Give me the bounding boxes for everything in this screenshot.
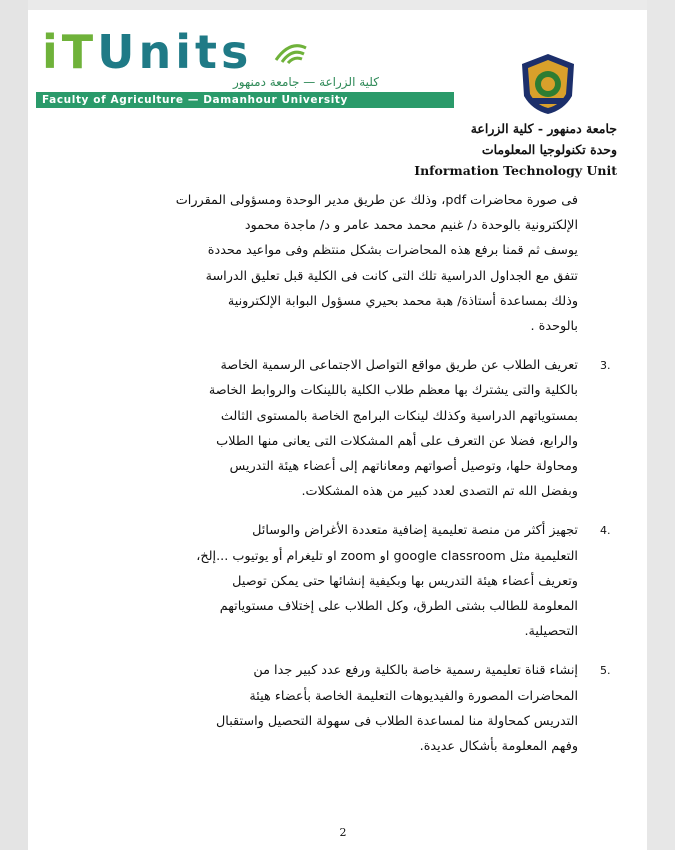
- text-line: وبفضل الله تم التصدى لعدد كبير من هذه المشكلات.: [301, 484, 578, 500]
- document-body: [78, 188, 611, 759]
- logo-arabic-caption: كلية الزراعة — جامعة دمنهور: [233, 75, 379, 89]
- text-line: يوسف ثم قمنا برفع هذه المحاضرات بشكل منتظم وفى مواعيد محددة: [207, 243, 578, 259]
- text-line: بمستوياتهم الدراسية وكذلك لينكات البرامج الخاصة بالمستوى الثالث: [220, 408, 578, 424]
- logo-title: [42, 25, 253, 79]
- university-seal-icon: [516, 52, 580, 116]
- unit-name-english: Information Technology Unit: [414, 163, 617, 178]
- logo-prefix: iT: [42, 25, 98, 79]
- text-line: فى صورة محاضرات pdf، وذلك عن طريق مدير الوحدة ومسؤولى المقررات: [175, 193, 578, 208]
- item-number: 3.: [600, 359, 611, 373]
- text-line: إنشاء قناة تعليمية رسمية خاصة بالكلية ورفع عدد كبير جدا من: [253, 663, 578, 679]
- text-line: وفهم المعلومة بأشكال عديدة.: [419, 739, 578, 755]
- page-number: 2: [339, 826, 347, 839]
- text-line: المحاضرات المصورة والفيديوهات التعليمة الخاصة بأعضاء هيئة: [249, 688, 578, 704]
- text-line: التعليمية مثل google classroom او zoom او تليغرام أو يوتيوب ...إلخ،: [196, 548, 578, 564]
- item-number: 4.: [600, 524, 611, 538]
- university-header-text: [377, 118, 617, 181]
- text-line: المعلومة للطالب بشتى الطرق، وكل الطلاب على إختلاف مستوياتهم: [219, 599, 578, 615]
- list-item-3: [78, 353, 611, 504]
- item-number: 5.: [600, 664, 611, 678]
- text-line: الإلكترونية بالوحدة د/ غنيم محمد محمد عامر و د/ ماجدة محمود: [244, 218, 578, 234]
- logo-faculty-band: Faculty of Agriculture — Damanhour University: [36, 92, 454, 108]
- wifi-wave-icon: [272, 36, 308, 64]
- it-units-logo: [36, 25, 461, 108]
- right-margin-shadow: [647, 0, 675, 850]
- logo-word: Units: [97, 25, 253, 79]
- text-line: ومحاولة حلها، وتوصيل أصواتهم ومعاناتهم إلى أعضاء هيئة التدريس: [229, 459, 578, 475]
- document-page: [28, 10, 647, 850]
- text-line: بالوحدة .: [530, 319, 578, 335]
- text-line: وذلك بمساعدة أستاذة/ هبة محمد بحيري مسؤول البوابة الإلكترونية: [227, 293, 578, 309]
- text-line: تجهيز أكثر من منصة تعليمية إضافية متعددة الأغراض والوسائل: [252, 523, 578, 539]
- text-line: التحصيلية.: [524, 624, 578, 640]
- unit-name-arabic: وحدة تكنولوجيا المعلومات: [481, 142, 617, 157]
- text-line: التدريس كمحاولة منا لمساعدة الطلاب فى سهولة التحصيل واستقبال: [216, 713, 578, 729]
- university-name: جامعة دمنهور - كلية الزراعة: [470, 121, 617, 136]
- intro-paragraph: [78, 188, 578, 339]
- text-line: وتعريف أعضاء هيئة التدريس بها وبكيفية إنشائها حتى يمكن توصيل: [232, 573, 578, 589]
- text-line: تتفق مع الجداول الدراسية تلك التى كانت فى الكلية قبل تعليق الدراسة: [205, 268, 578, 284]
- list-item-4: [78, 518, 611, 644]
- text-line: بالكلية والتى يشترك بها معظم طلاب الكلية باللينكات والروابط الخاصة: [208, 383, 578, 399]
- text-line: تعريف الطلاب عن طريق مواقع التواصل الاجتماعى الرسمية الخاصة: [220, 358, 578, 374]
- text-line: والرابع، فضلا عن التعرف على أهم المشكلات التى يعانى منها الطلاب: [216, 433, 578, 449]
- left-margin-shadow: [0, 0, 28, 850]
- list-item-5: [78, 658, 611, 759]
